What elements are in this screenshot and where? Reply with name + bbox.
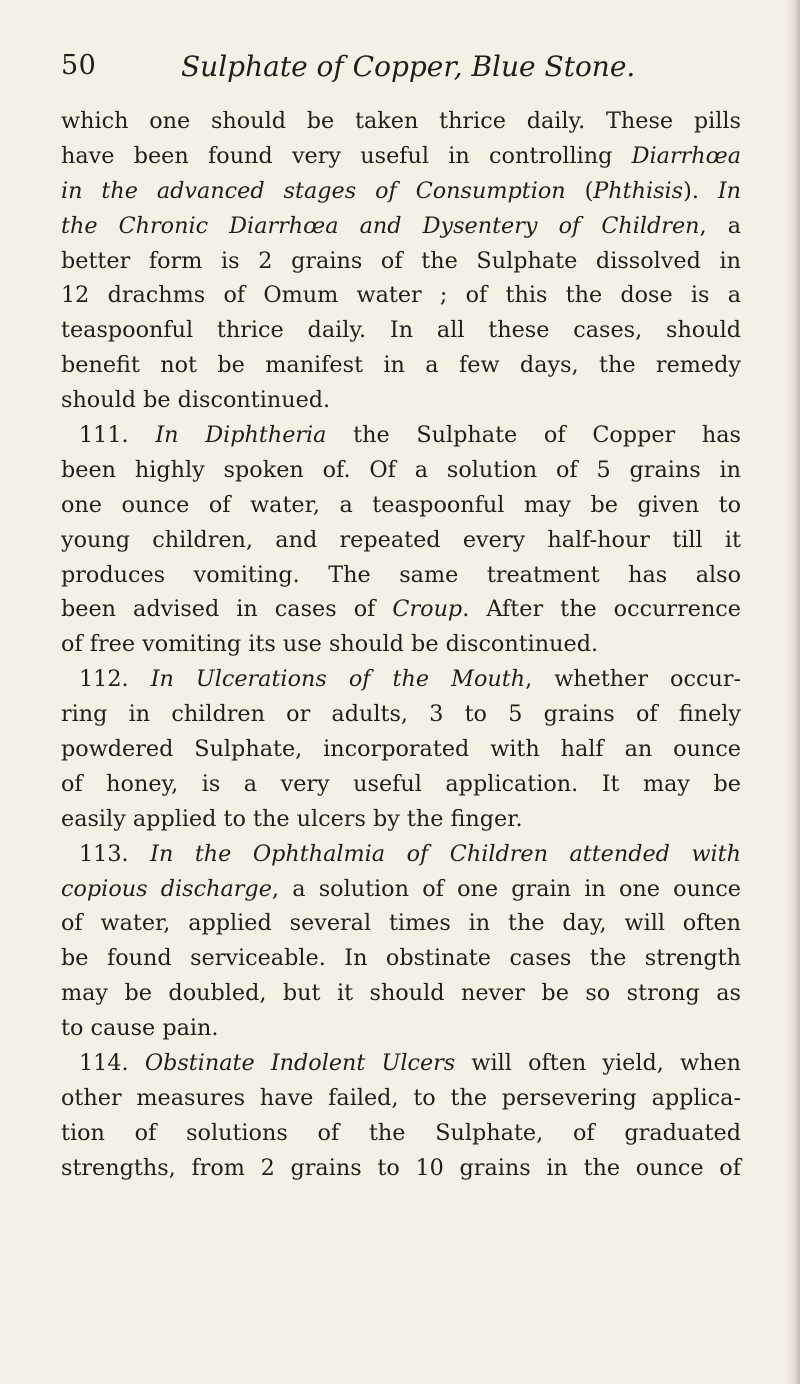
text-line bbox=[61, 383, 741, 418]
text-segment: strengths, from 2 grains to 10 grains in the ounce of bbox=[61, 1154, 741, 1181]
page-number: 50 bbox=[61, 50, 97, 81]
text-segment: one ounce of water, a teaspoonful may be given to bbox=[61, 491, 741, 518]
italic-text: the Chronic Diarrhœa and Dysentery of Children bbox=[61, 212, 700, 239]
text-line bbox=[61, 104, 741, 139]
text-line bbox=[61, 697, 741, 732]
text-segment: teaspoonful thrice daily. In all these cases, should bbox=[61, 317, 741, 344]
text-segment: ( bbox=[565, 177, 594, 204]
text-segment: 12 drachms of Omum water ; of this the dose is a bbox=[61, 282, 741, 309]
body-text bbox=[61, 104, 741, 1186]
text-segment: young children, and repeated every half-hour till it bbox=[61, 526, 741, 553]
text-segment: the Sulphate of Copper has bbox=[326, 422, 741, 449]
text-line bbox=[61, 1046, 741, 1081]
text-segment: should be discontinued. bbox=[61, 387, 331, 414]
text-segment: 113. bbox=[79, 840, 151, 867]
text-line bbox=[61, 1116, 741, 1151]
text-segment: , a solution of one grain in one ounce bbox=[271, 875, 741, 902]
italic-text: Phthisis bbox=[593, 177, 684, 204]
italic-text: In the Ophthalmia of Children attended with bbox=[150, 840, 741, 867]
text-line bbox=[61, 976, 741, 1011]
italic-text: In Diphtheria bbox=[155, 422, 327, 449]
text-segment: have been found very useful in controlling bbox=[61, 142, 632, 169]
text-line bbox=[61, 558, 741, 593]
text-segment: of honey, is a very useful application. It may be bbox=[61, 770, 741, 797]
text-line bbox=[61, 732, 741, 767]
text-line bbox=[61, 209, 741, 244]
text-segment: . After the occurrence bbox=[462, 596, 741, 623]
text-line bbox=[61, 418, 741, 453]
text-line bbox=[61, 244, 741, 279]
text-line bbox=[61, 453, 741, 488]
italic-text: copious discharge bbox=[61, 875, 272, 902]
text-segment: of water, applied several times in the day, will often bbox=[61, 910, 741, 937]
text-segment: may be doubled, but it should never be so strong as bbox=[61, 980, 741, 1007]
text-line bbox=[61, 174, 741, 209]
text-segment: to cause pain. bbox=[61, 1015, 219, 1042]
text-segment: 114. bbox=[79, 1050, 145, 1077]
text-segment: will often yield, when bbox=[455, 1050, 742, 1077]
text-line bbox=[61, 767, 741, 802]
text-segment: 111. bbox=[79, 422, 156, 449]
text-segment: been advised in cases of bbox=[61, 596, 393, 623]
text-segment: powdered Sulphate, incorporated with half an ounce bbox=[61, 736, 741, 763]
text-line bbox=[61, 837, 741, 872]
text-line bbox=[61, 592, 741, 627]
text-segment: , a bbox=[699, 212, 742, 239]
text-line bbox=[61, 139, 741, 174]
italic-text: In Ulcerations of the Mouth bbox=[150, 666, 526, 693]
text-segment: better form is 2 grains of the Sulphate dissolved in bbox=[61, 247, 741, 274]
text-segment: other measures have failed, to the persevering applica- bbox=[61, 1084, 741, 1111]
text-line bbox=[61, 662, 741, 697]
text-line bbox=[61, 906, 741, 941]
italic-text: In bbox=[717, 177, 742, 204]
text-segment: been highly spoken of. Of a solution of 5 grains in bbox=[61, 456, 741, 483]
text-segment: ring in children or adults, 3 to 5 grains of finely bbox=[61, 701, 741, 728]
text-line bbox=[61, 1081, 741, 1116]
text-line bbox=[61, 1151, 741, 1186]
italic-text: Obstinate Indolent Ulcers bbox=[144, 1050, 456, 1077]
text-line bbox=[61, 278, 741, 313]
text-segment: be found serviceable. In obstinate cases the strength bbox=[61, 945, 741, 972]
text-segment: tion of solutions of the Sulphate, of graduated bbox=[61, 1119, 741, 1146]
text-line bbox=[61, 1011, 741, 1046]
italic-text: in the advanced stages of Consumption bbox=[61, 177, 566, 204]
page-edge-shadow bbox=[786, 0, 800, 1384]
text-line bbox=[61, 872, 741, 907]
text-segment: of free vomiting its use should be discontinued. bbox=[61, 631, 599, 658]
text-line bbox=[61, 313, 741, 348]
text-segment: benefit not be manifest in a few days, the remedy bbox=[61, 352, 741, 379]
italic-text: Diarrhœa bbox=[631, 142, 741, 169]
text-line bbox=[61, 941, 741, 976]
italic-text: Croup bbox=[392, 596, 463, 623]
text-line bbox=[61, 627, 741, 662]
text-segment: produces vomiting. The same treatment has also bbox=[61, 561, 741, 588]
text-line bbox=[61, 348, 741, 383]
text-segment: , whether occur- bbox=[525, 666, 742, 693]
text-segment: easily applied to the ulcers by the finger. bbox=[61, 805, 523, 832]
text-segment: which one should be taken thrice daily. These pills bbox=[61, 108, 741, 134]
running-title: Sulphate of Copper, Blue Stone. bbox=[181, 50, 636, 83]
page-header bbox=[61, 46, 741, 94]
text-line bbox=[61, 488, 741, 523]
text-line bbox=[61, 802, 741, 837]
text-line bbox=[61, 523, 741, 558]
text-segment: ). bbox=[683, 177, 718, 204]
text-segment: 112. bbox=[79, 666, 151, 693]
